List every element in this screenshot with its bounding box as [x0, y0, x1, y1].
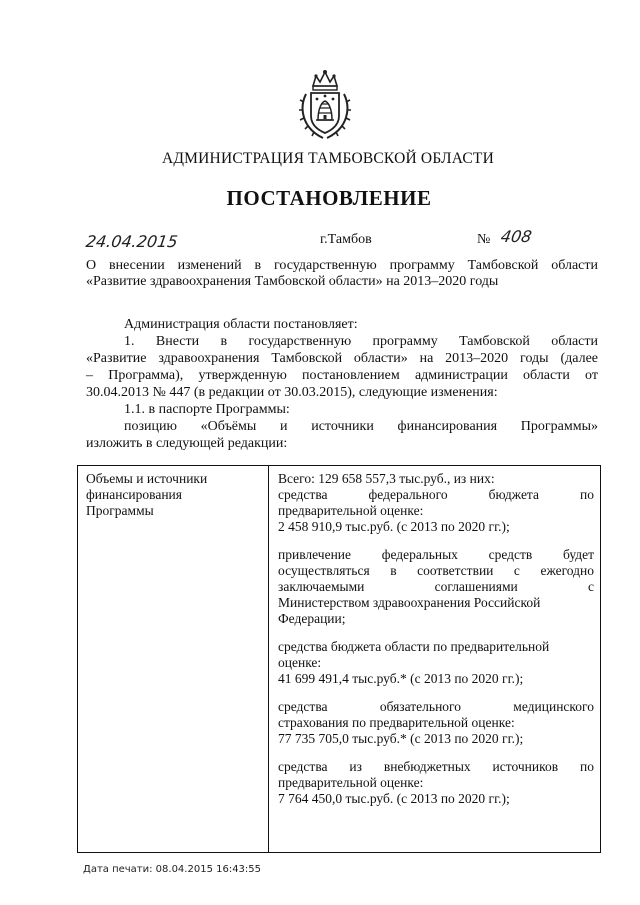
table-divider: [268, 466, 269, 852]
funding-block-total: [278, 471, 594, 535]
funding-block-regional: [278, 639, 594, 687]
handwritten-number: 408: [499, 227, 534, 246]
organization-name: АДМИНИСТРАЦИЯ ТАМБОВСКОЙ ОБЛАСТИ: [162, 150, 494, 167]
table-line: средства бюджета области по предварительной: [278, 639, 550, 654]
body-line: – Программа), утвержденную постановлением администрации области от: [86, 368, 598, 383]
number-label: №: [477, 232, 491, 247]
document-subject: [86, 258, 598, 290]
funding-table: [77, 465, 601, 853]
funding-block-federal: [278, 547, 594, 627]
table-left-line: Объемы и источники: [86, 471, 208, 486]
table-line: предварительной оценке:: [278, 775, 424, 790]
funding-block-extrabudget: [278, 759, 594, 807]
table-line: предварительной оценке:: [278, 503, 424, 518]
print-date: Дата печати: 08.04.2015 16:43:55: [83, 864, 262, 875]
table-line: 2 458 910,9 тыс.руб. (с 2013 по 2020 гг.);: [278, 519, 510, 534]
table-line: заключаемыми соглашениями с: [278, 579, 594, 594]
body-intro: Администрация области постановляет:: [124, 317, 358, 332]
table-left-cell: [86, 471, 256, 519]
table-line: средства из внебюджетных источников по: [278, 759, 594, 774]
city-name: г.Тамбов: [320, 232, 372, 247]
funding-block-insurance: [278, 699, 594, 747]
body-line: «Развитие здравоохранения Тамбовской области» на 2013–2020 годы (далее: [86, 351, 598, 366]
subject-line: «Развитие здравоохранения Тамбовской области» на 2013–2020 годы: [86, 274, 499, 289]
table-line: Всего: 129 658 557,3 тыс.руб., из них:: [278, 471, 495, 486]
table-left-line: Программы: [86, 503, 154, 518]
table-line: Министерством здравоохранения Российской: [278, 595, 541, 610]
table-line: привлечение федеральных средств будет: [278, 547, 594, 562]
coat-of-arms-icon: [296, 68, 354, 142]
body-line: позицию «Объёмы и источники финансирования Программы»: [124, 419, 598, 434]
table-line: средства федерального бюджета по: [278, 487, 594, 502]
handwritten-date: 24.04.2015: [84, 232, 179, 251]
table-line: оценке:: [278, 655, 322, 670]
document-type: ПОСТАНОВЛЕНИЕ: [226, 186, 432, 210]
body-line: изложить в следующей редакции:: [86, 436, 288, 451]
table-right-cell: [278, 471, 594, 819]
body-line: 1.1. в паспорте Программы:: [124, 402, 290, 417]
document-body: [86, 316, 598, 452]
table-line: 77 735 705,0 тыс.руб.* (с 2013 по 2020 гг.);: [278, 731, 524, 746]
table-line: Федерации;: [278, 611, 346, 626]
table-line: 41 699 491,4 тыс.руб.* (с 2013 по 2020 гг.);: [278, 671, 524, 686]
subject-line: О внесении изменений в государственную программу Тамбовской области: [86, 258, 598, 273]
table-line: 7 764 450,0 тыс.руб. (с 2013 по 2020 гг.);: [278, 791, 510, 806]
table-line: страхования по предварительной оценке:: [278, 715, 515, 730]
body-line: 30.04.2013 № 447 (в редакции от 30.03.2015), следующие изменения:: [86, 385, 498, 400]
table-line: средства обязательного медицинского: [278, 699, 594, 714]
table-left-line: финансирования: [86, 487, 182, 502]
body-line: 1. Внести в государственную программу Тамбовской области: [124, 334, 598, 349]
table-line: осуществляться в соответствии с ежегодно: [278, 563, 594, 578]
